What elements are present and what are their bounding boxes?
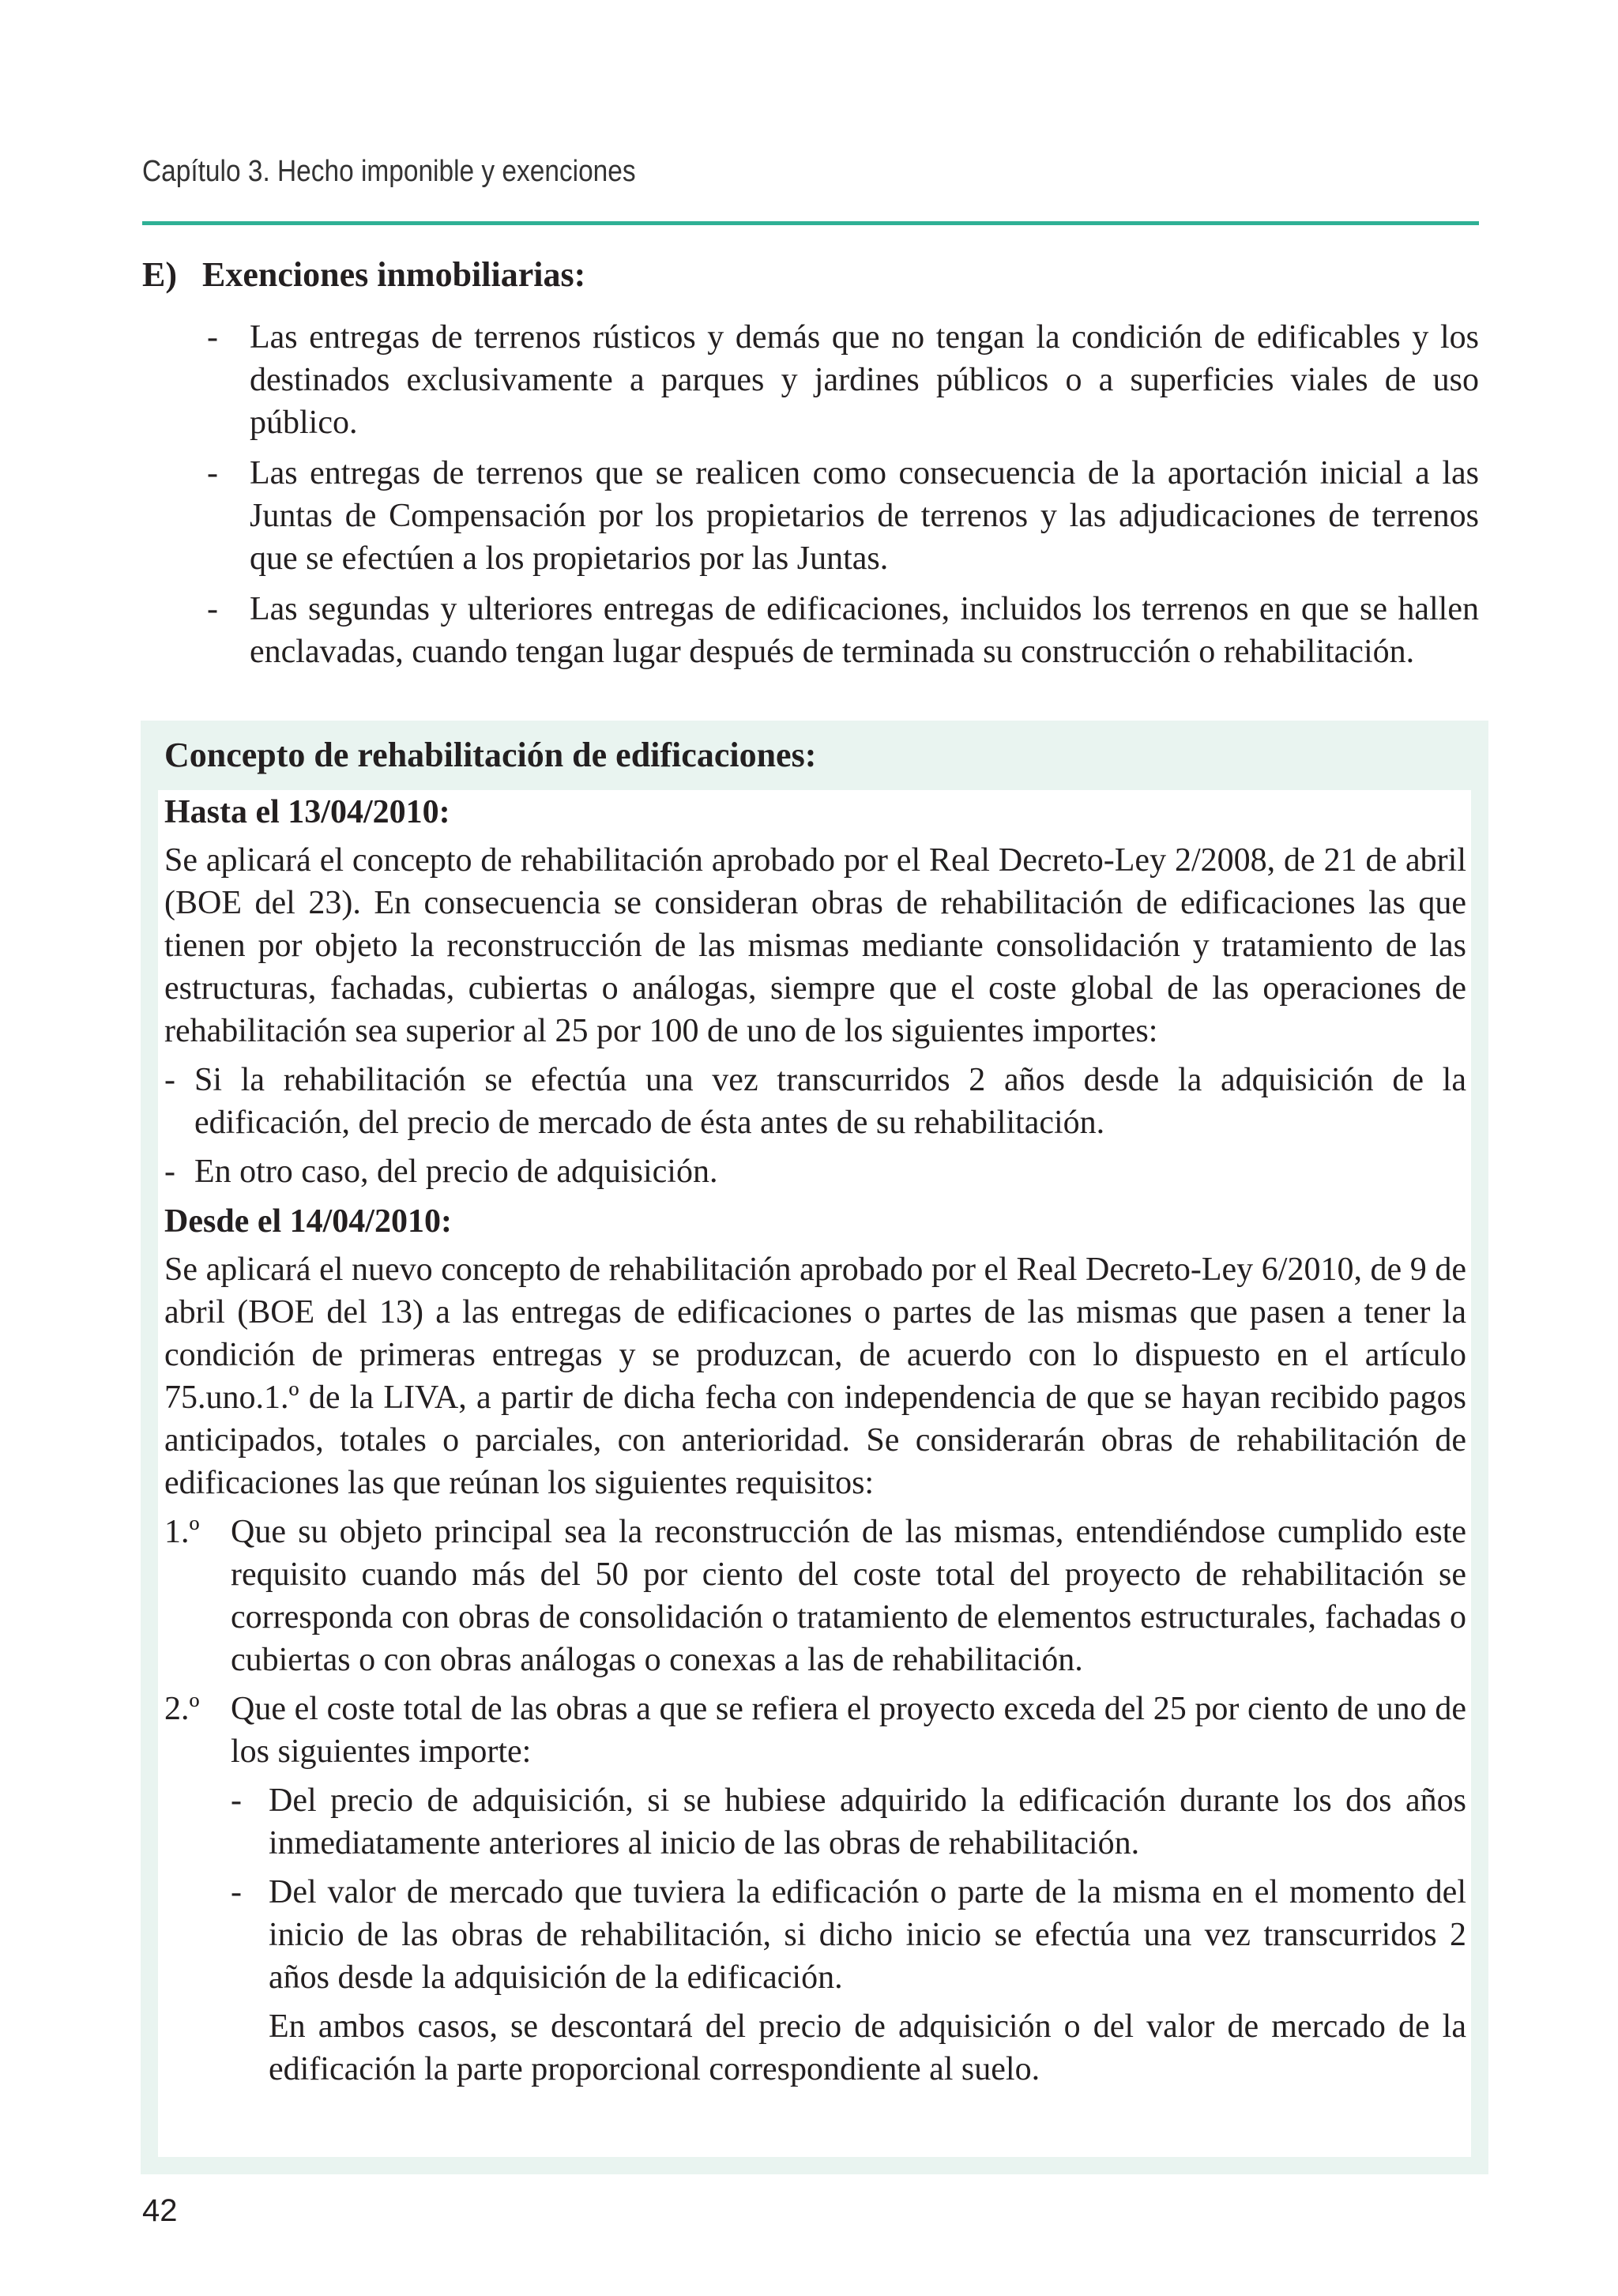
hasta-title: Hasta el 13/04/2010: [164,794,450,830]
list-item: - Las segundas y ulteriores entregas de edificaciones, incluidos los terrenos en que se hallen enclavadas, cuando tengan lugar después de terminada su construcción o rehabilitación. [207,588,1479,673]
chapter-header: Capítulo 3. Hecho imponible y exenciones [142,155,636,188]
page-number: 42 [142,2193,178,2228]
box-content [164,790,1466,2097]
requirement-number: 1.º [164,1514,200,1550]
box-title: Concepto de rehabilitación de edificaciones: [164,736,817,774]
section-title: Exenciones inmobiliarias: [202,255,586,294]
requirement-text: Que su objeto principal sea la reconstrucción de las mismas, entendiéndose cumplido este requisito cuando más del 50 por ciento del coste total del proyecto de rehabilitación se corresponda con obras de consolidación o tratamiento de elementos estructurales, fachadas o cubiertas o con obras análogas o conexas a las de rehabilitación. [231,1514,1466,1678]
section-letter: E) [142,255,177,294]
requirement-text: Que el coste total de las obras a que se refiera el proyecto exceda del 25 por ciento de uno de los siguientes importe: [231,1691,1466,1770]
hasta-paragraph: Se aplicará el concepto de rehabilitación aprobado por el Real Decreto-Ley 2/2008, de 21 de abril (BOE del 23). En consecuencia se consideran obras de rehabilitación de edificaciones las que tienen por objeto la reconstrucción de las mismas mediante consolidación y tratamiento de las estructuras, fachadas, cubiertas o análogas, siempre que el coste global de las operaciones de rehabilitación sea superior al 25 por 100 de uno de los siguientes importes: [164,842,1466,1049]
list-item: - Del valor de mercado que tuviera la edificación o parte de la misma en el momento del inicio de las obras de rehabilitación, si dicho inicio se efectúa una vez transcurridos 2 años desde la adquisición de la edificación. [231,1871,1466,1999]
header-divider [142,221,1479,225]
section-heading [142,251,585,299]
exemptions-list [207,316,1479,681]
list-item: - Las entregas de terrenos que se realicen como consecuencia de la aportación inicial a las Juntas de Compensación por los propietarios de terrenos y las adjudicaciones de terrenos que se efectúen a los propietarios por las Juntas. [207,452,1479,580]
requirement-2-options [164,1779,1466,2091]
desde-title: Desde el 14/04/2010: [164,1203,452,1240]
closing-note: En ambos casos, se descontará del precio de adquisición o del valor de mercado de la edificación la parte proporcional correspondiente al suelo. [269,2008,1466,2087]
list-item: - En otro caso, del precio de adquisición. [164,1150,1466,1193]
desde-paragraph: Se aplicará el nuevo concepto de rehabilitación aprobado por el Real Decreto-Ley 6/2010, de 9 de abril (BOE del 13) a las entregas de edificaciones o partes de las mismas que pasen a tener la condición de primeras entregas y se produzcan, de acuerdo con lo dispuesto en el artículo 75.uno.1.º de la LIVA, a partir de dicha fecha con independencia de que se hayan recibido pagos anticipados, totales o parciales, con anterioridad. Se considerarán obras de rehabilitación de edificaciones las que reúnan los siguientes requisitos: [164,1252,1466,1501]
requirement-2 [164,1688,1466,1773]
list-item: - Las entregas de terrenos rústicos y demás que no tengan la condición de edificables y los destinados exclusivamente a parques y jardines públicos o a superficies viales de uso público. [207,316,1479,444]
requirement-1 [164,1511,1466,1681]
list-item: - Del precio de adquisición, si se hubiese adquirido la edificación durante los dos años inmediatamente anteriores al inicio de las obras de rehabilitación. [231,1779,1466,1865]
list-item: - Si la rehabilitación se efectúa una vez transcurridos 2 años desde la adquisición de la edificación, del precio de mercado de ésta antes de su rehabilitación. [164,1059,1466,1144]
requirement-number: 2.º [164,1691,200,1727]
